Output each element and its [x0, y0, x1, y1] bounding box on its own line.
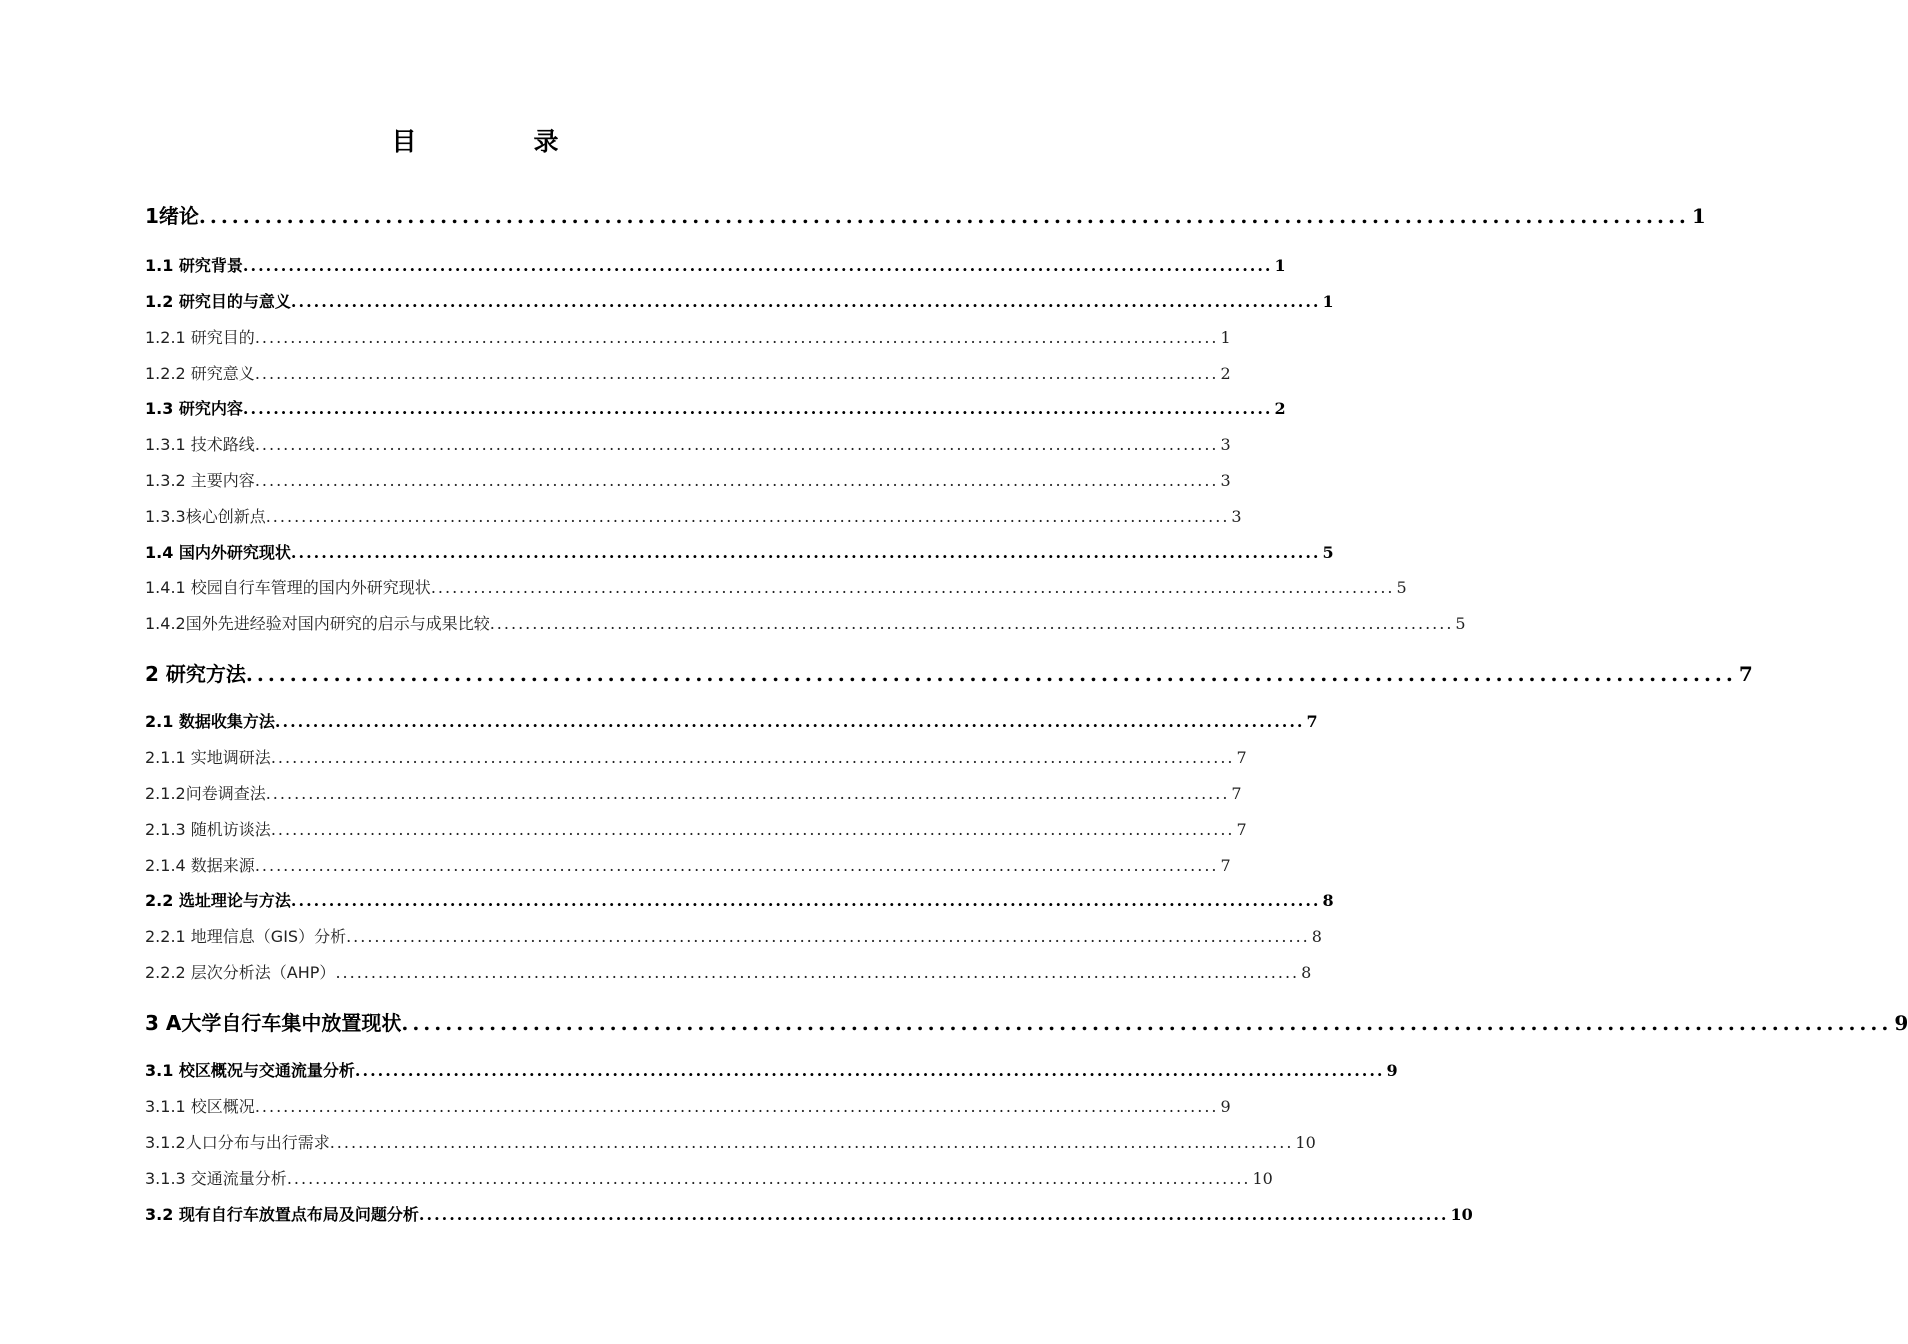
- toc-entry-label: 3.2 现有自行车放置点布局及问题分析: [145, 1205, 419, 1224]
- toc-leader-dots: ........................................................................................................................................: [354, 1061, 1385, 1080]
- toc-entry-label: 1绪论: [145, 204, 199, 228]
- toc-entry-label: 3.1.2人口分布与出行需求: [145, 1133, 330, 1152]
- toc-page-number: 7: [1236, 748, 1247, 767]
- toc-entry-subsection[interactable]: [145, 432, 1231, 458]
- toc-entry-subsection[interactable]: [145, 1094, 1231, 1120]
- toc-leader-dots: ........................................................................................................................................: [254, 1097, 1219, 1116]
- toc-leader-dots: ........................................................................................................................................: [418, 1205, 1449, 1224]
- toc-entry-section[interactable]: [145, 253, 1286, 279]
- toc-entry-label: 2.2.1 地理信息（GIS）分析: [145, 927, 347, 946]
- toc-leader-dots: ........................................................................................................................................: [430, 578, 1395, 597]
- toc-page-number: 1: [1274, 256, 1286, 275]
- toc-page-number: 5: [1455, 614, 1466, 633]
- toc-leader-dots: ........................................................................................................................................: [254, 856, 1219, 875]
- toc-leader-dots: ........................................................................................................................................: [270, 748, 1235, 767]
- toc-page-number: 9: [1894, 1011, 1908, 1035]
- toc-page-number: 7: [1306, 712, 1318, 731]
- toc-entry-subsection[interactable]: [145, 361, 1231, 387]
- toc-leader-dots: ........................................................................................................................................: [270, 820, 1235, 839]
- toc-leader-dots: ........................................................................................................................................: [329, 1133, 1294, 1152]
- toc-page-number: 10: [1252, 1169, 1273, 1188]
- toc-entry-section[interactable]: [145, 888, 1334, 914]
- toc-entry-subsection[interactable]: [145, 325, 1231, 351]
- toc-entry-subsection[interactable]: [145, 1166, 1273, 1192]
- toc-entry-subsection[interactable]: [145, 817, 1247, 843]
- toc-entry-section[interactable]: [145, 289, 1334, 315]
- toc-entry-section[interactable]: [145, 1202, 1473, 1228]
- toc-entry-label: 2 研究方法: [145, 662, 246, 686]
- toc-entry-label: 2.1.1 实地调研法: [145, 748, 271, 767]
- toc-leader-dots: ........................................................................................................................................: [290, 543, 1321, 562]
- toc-page-number: 3: [1231, 507, 1242, 526]
- toc-leader-dots: ........................................................................................................................................: [335, 963, 1300, 982]
- toc-entry-section[interactable]: [145, 396, 1286, 422]
- toc-entry-subsection[interactable]: [145, 745, 1247, 771]
- toc-entry-subsection[interactable]: [145, 504, 1242, 530]
- toc-leader-dots: ........................................................................................................................................: [401, 1011, 1893, 1035]
- toc-leader-dots: ........................................................................................................................................: [346, 927, 1310, 946]
- toc-leader-dots: ........................................................................................................................................: [286, 1169, 1251, 1188]
- toc-entry-chapter[interactable]: [145, 201, 1706, 231]
- toc-entry-label: 2.1.2问卷调查法: [145, 784, 266, 803]
- toc-page-number: 7: [1738, 662, 1753, 686]
- toc-page-number: 8: [1301, 963, 1312, 982]
- toc-entry-label: 3.1.1 校区概况: [145, 1097, 255, 1116]
- toc-page-number: 7: [1236, 820, 1247, 839]
- toc-entry-label: 1.2 研究目的与意义: [145, 292, 291, 311]
- toc-leader-dots: ........................................................................................................................................: [242, 256, 1273, 275]
- toc-entry-label: 1.3 研究内容: [145, 399, 243, 418]
- toc-entry-label: 2.1.3 随机访谈法: [145, 820, 271, 839]
- toc-entry-label: 3.1.3 交通流量分析: [145, 1169, 287, 1188]
- toc-entry-label: 2.2.2 层次分析法（AHP）: [145, 963, 336, 982]
- toc-entry-label: 1.3.1 技术路线: [145, 435, 255, 454]
- toc-entry-chapter[interactable]: [145, 1008, 1908, 1038]
- toc-entry-label: 3.1 校区概况与交通流量分析: [145, 1061, 355, 1080]
- toc-entry-subsection[interactable]: [145, 1130, 1316, 1156]
- toc-page-number: 7: [1220, 856, 1231, 875]
- toc-page-number: 1: [1691, 204, 1706, 228]
- toc-entry-label: 1.1 研究背景: [145, 256, 243, 275]
- toc-entry-subsection[interactable]: [145, 468, 1231, 494]
- toc-entry-label: 1.2.1 研究目的: [145, 328, 255, 347]
- toc-page-number: 8: [1322, 891, 1334, 910]
- toc-entry-label: 1.3.3核心创新点: [145, 507, 266, 526]
- toc-entry-chapter[interactable]: [145, 659, 1753, 689]
- toc-page-number: 9: [1386, 1061, 1398, 1080]
- toc-entry-label: 2.1 数据收集方法: [145, 712, 275, 731]
- toc-page-number: 10: [1450, 1205, 1473, 1224]
- page-title: 目 录: [391, 127, 605, 156]
- toc-page-number: 3: [1220, 435, 1231, 454]
- toc-leader-dots: ........................................................................................................................................: [265, 784, 1230, 803]
- toc-page-number: 5: [1396, 578, 1407, 597]
- toc-page-number: 10: [1295, 1133, 1316, 1152]
- toc-page-number: 2: [1274, 399, 1286, 418]
- toc-entry-label: 2.2 选址理论与方法: [145, 891, 291, 910]
- toc-leader-dots: ........................................................................................................................................: [254, 435, 1219, 454]
- toc-page-number: 3: [1220, 471, 1231, 490]
- toc-leader-dots: ........................................................................................................................................: [198, 204, 1690, 228]
- toc-leader-dots: ........................................................................................................................................: [254, 328, 1219, 347]
- toc-entry-label: 2.1.4 数据来源: [145, 856, 255, 875]
- toc-entry-section[interactable]: [145, 540, 1334, 566]
- toc-leader-dots: ........................................................................................................................................: [254, 364, 1219, 383]
- toc-entry-label: 1.3.2 主要内容: [145, 471, 255, 490]
- toc-entry-subsection[interactable]: [145, 960, 1312, 986]
- toc-entry-label: 1.4.2国外先进经验对国内研究的启示与成果比较: [145, 614, 490, 633]
- toc-leader-dots: ........................................................................................................................................: [290, 292, 1321, 311]
- toc-leader-dots: ........................................................................................................................................: [254, 471, 1219, 490]
- toc-entry-subsection[interactable]: [145, 853, 1231, 879]
- toc-page-number: 9: [1220, 1097, 1231, 1116]
- toc-entry-label: 1.4.1 校园自行车管理的国内外研究现状: [145, 578, 431, 597]
- toc-leader-dots: ........................................................................................................................................: [290, 891, 1321, 910]
- toc-entry-section[interactable]: [145, 1058, 1398, 1084]
- toc-page-number: 8: [1311, 927, 1322, 946]
- toc-entry-subsection[interactable]: [145, 611, 1466, 637]
- toc-entry-subsection[interactable]: [145, 781, 1242, 807]
- toc-entry-subsection[interactable]: [145, 575, 1407, 601]
- toc-entry-subsection[interactable]: [145, 924, 1322, 950]
- toc-entry-label: 1.2.2 研究意义: [145, 364, 255, 383]
- toc-leader-dots: ........................................................................................................................................: [274, 712, 1305, 731]
- toc-entry-label: 1.4 国内外研究现状: [145, 543, 291, 562]
- toc-leader-dots: ........................................................................................................................................: [242, 399, 1273, 418]
- toc-page-number: 5: [1322, 543, 1334, 562]
- toc-page-number: 2: [1220, 364, 1231, 383]
- toc-page-number: 1: [1220, 328, 1231, 347]
- toc-leader-dots: ........................................................................................................................................: [265, 507, 1230, 526]
- toc-page-number: 1: [1322, 292, 1334, 311]
- toc-leader-dots: ........................................................................................................................................: [489, 614, 1454, 633]
- toc-leader-dots: ........................................................................................................................................: [245, 662, 1737, 686]
- toc-entry-section[interactable]: [145, 709, 1318, 735]
- toc-entry-label: 3 A大学自行车集中放置现状: [145, 1011, 402, 1035]
- toc-page-number: 7: [1231, 784, 1242, 803]
